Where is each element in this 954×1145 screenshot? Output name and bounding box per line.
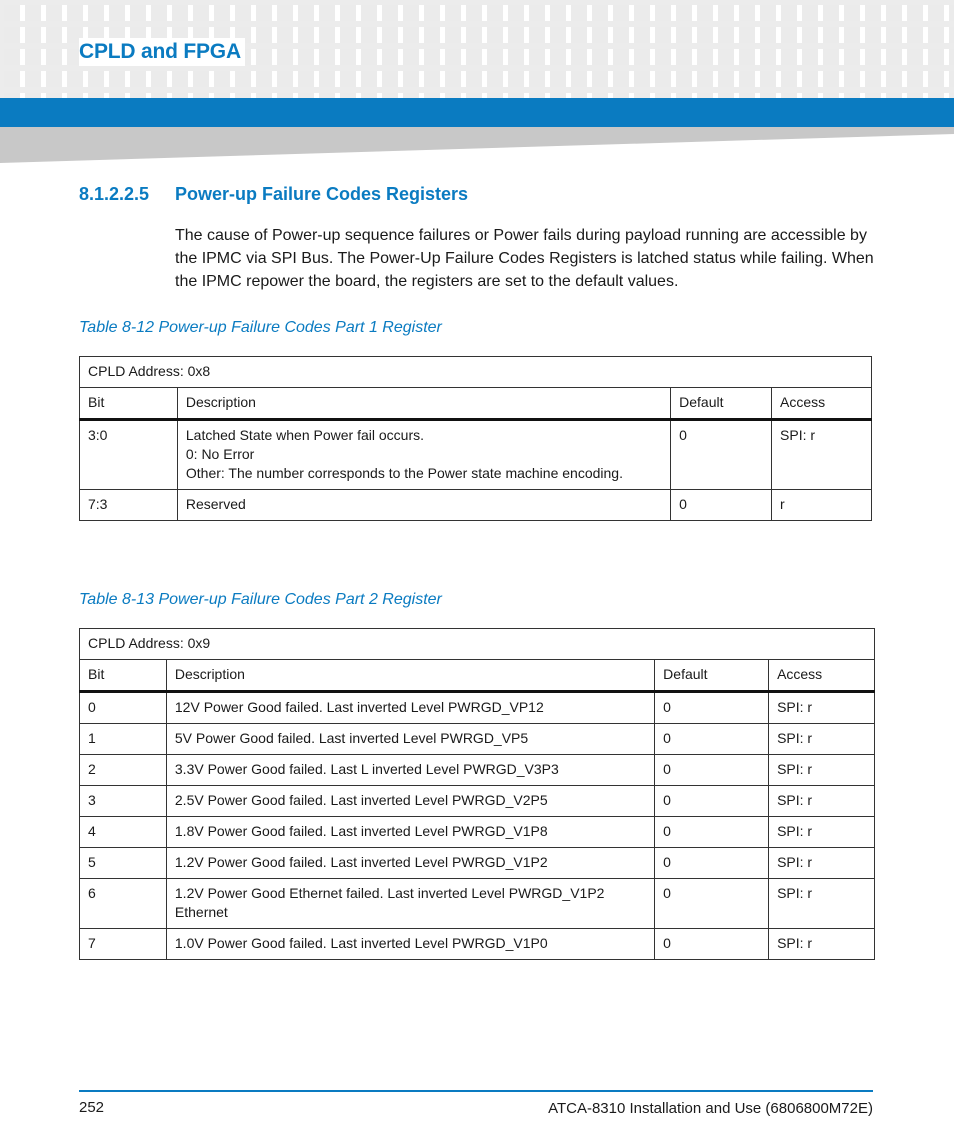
table-row (80, 692, 875, 724)
access-cell: SPI: r (772, 420, 872, 490)
description-line: 1.8V Power Good failed. Last inverted Level PWRGD_V1P8 (174, 823, 548, 839)
default-cell: 0 (655, 755, 769, 786)
table-row (80, 724, 875, 755)
bit-cell: 7 (80, 929, 167, 960)
description-line: Ethernet (174, 904, 228, 920)
table1-header-row (80, 388, 872, 420)
description-line: Reserved (185, 496, 246, 512)
header-gray-swoosh (0, 127, 954, 163)
description-line: 5V Power Good failed. Last inverted Level PWRGD_VP5 (174, 730, 529, 746)
table1-header-bit: Bit (80, 388, 178, 420)
section-paragraph: The cause of Power-up sequence failures or Power fails during payload running are accessible by the IPMC via SPI Bus. The Power-Up Failure Codes Registers is latched status while failing. When the IPMC repower the board, the registers are set to the default values. (175, 227, 874, 290)
access-cell: SPI: r (769, 755, 875, 786)
header-blue-bar (0, 98, 954, 127)
table1-header-description: Description (177, 388, 670, 420)
bit-cell: 5 (80, 848, 167, 879)
description-line: 0: No Error (185, 446, 255, 462)
access-cell: SPI: r (769, 817, 875, 848)
section-heading (79, 184, 468, 205)
table-row (80, 929, 875, 960)
access-cell: SPI: r (769, 724, 875, 755)
description-line: 3.3V Power Good failed. Last L inverted Level PWRGD_V3P3 (174, 761, 559, 777)
default-cell: 0 (655, 879, 769, 929)
table-row (80, 817, 875, 848)
description-cell (177, 420, 670, 490)
default-cell: 0 (655, 848, 769, 879)
chapter-title: CPLD and FPGA (79, 38, 245, 66)
access-cell: SPI: r (769, 692, 875, 724)
description-cell (166, 692, 654, 724)
description-line: 1.2V Power Good failed. Last inverted Level PWRGD_V1P2 (174, 854, 548, 870)
description-line: 1.0V Power Good failed. Last inverted Level PWRGD_V1P0 (174, 935, 548, 951)
default-cell: 0 (655, 692, 769, 724)
section-title: Power-up Failure Codes Registers (175, 184, 469, 204)
access-cell: SPI: r (769, 879, 875, 929)
bit-cell: 6 (80, 879, 167, 929)
default-cell: 0 (655, 929, 769, 960)
table2-header-bit: Bit (80, 660, 167, 692)
table-row (80, 420, 872, 490)
description-cell (166, 848, 654, 879)
table2-header-row (80, 660, 875, 692)
table1-header-default: Default (671, 388, 772, 420)
table1-caption: Table 8-12 Power-up Failure Codes Part 1 Register (79, 319, 442, 336)
description-cell (166, 786, 654, 817)
table2-header-access: Access (769, 660, 875, 692)
register-table-part1 (79, 356, 872, 521)
default-cell: 0 (671, 420, 772, 490)
table2-header-description: Description (166, 660, 654, 692)
bit-cell: 1 (80, 724, 167, 755)
table2-address: CPLD Address: 0x9 (80, 629, 875, 660)
description-line: Other: The number corresponds to the Power state machine encoding. (185, 465, 623, 481)
description-cell (166, 879, 654, 929)
page-number: 252 (79, 1099, 105, 1116)
table-row (80, 848, 875, 879)
default-cell: 0 (655, 817, 769, 848)
table-row (80, 879, 875, 929)
table2-caption: Table 8-13 Power-up Failure Codes Part 2 Register (79, 591, 442, 608)
description-line: 12V Power Good failed. Last inverted Level PWRGD_VP12 (174, 699, 544, 715)
document-title: ATCA-8310 Installation and Use (6806800M72E) (548, 1100, 873, 1117)
description-cell (166, 755, 654, 786)
table1-header-access: Access (772, 388, 872, 420)
table-row (80, 755, 875, 786)
description-cell (166, 724, 654, 755)
default-cell: 0 (655, 786, 769, 817)
description-line: 2.5V Power Good failed. Last inverted Level PWRGD_V2P5 (174, 792, 548, 808)
description-cell (177, 490, 670, 521)
access-cell: SPI: r (769, 786, 875, 817)
description-line: Latched State when Power fail occurs. (185, 427, 425, 443)
bit-cell: 3 (80, 786, 167, 817)
section-number: 8.1.2.2.5 (79, 184, 150, 204)
footer-rule (79, 1090, 873, 1092)
description-cell (166, 929, 654, 960)
description-line: 1.2V Power Good Ethernet failed. Last inverted Level PWRGD_V1P2 (174, 885, 605, 901)
access-cell: SPI: r (769, 929, 875, 960)
bit-cell: 2 (80, 755, 167, 786)
default-cell: 0 (671, 490, 772, 521)
table-row (80, 490, 872, 521)
access-cell: r (772, 490, 872, 521)
description-cell (166, 817, 654, 848)
bit-cell: 7:3 (80, 490, 178, 521)
table2-header-default: Default (655, 660, 769, 692)
bit-cell: 0 (80, 692, 167, 724)
table1-address: CPLD Address: 0x8 (80, 357, 872, 388)
bit-cell: 3:0 (80, 420, 178, 490)
bit-cell: 4 (80, 817, 167, 848)
register-table-part2 (79, 628, 875, 960)
table-row (80, 786, 875, 817)
access-cell: SPI: r (769, 848, 875, 879)
default-cell: 0 (655, 724, 769, 755)
